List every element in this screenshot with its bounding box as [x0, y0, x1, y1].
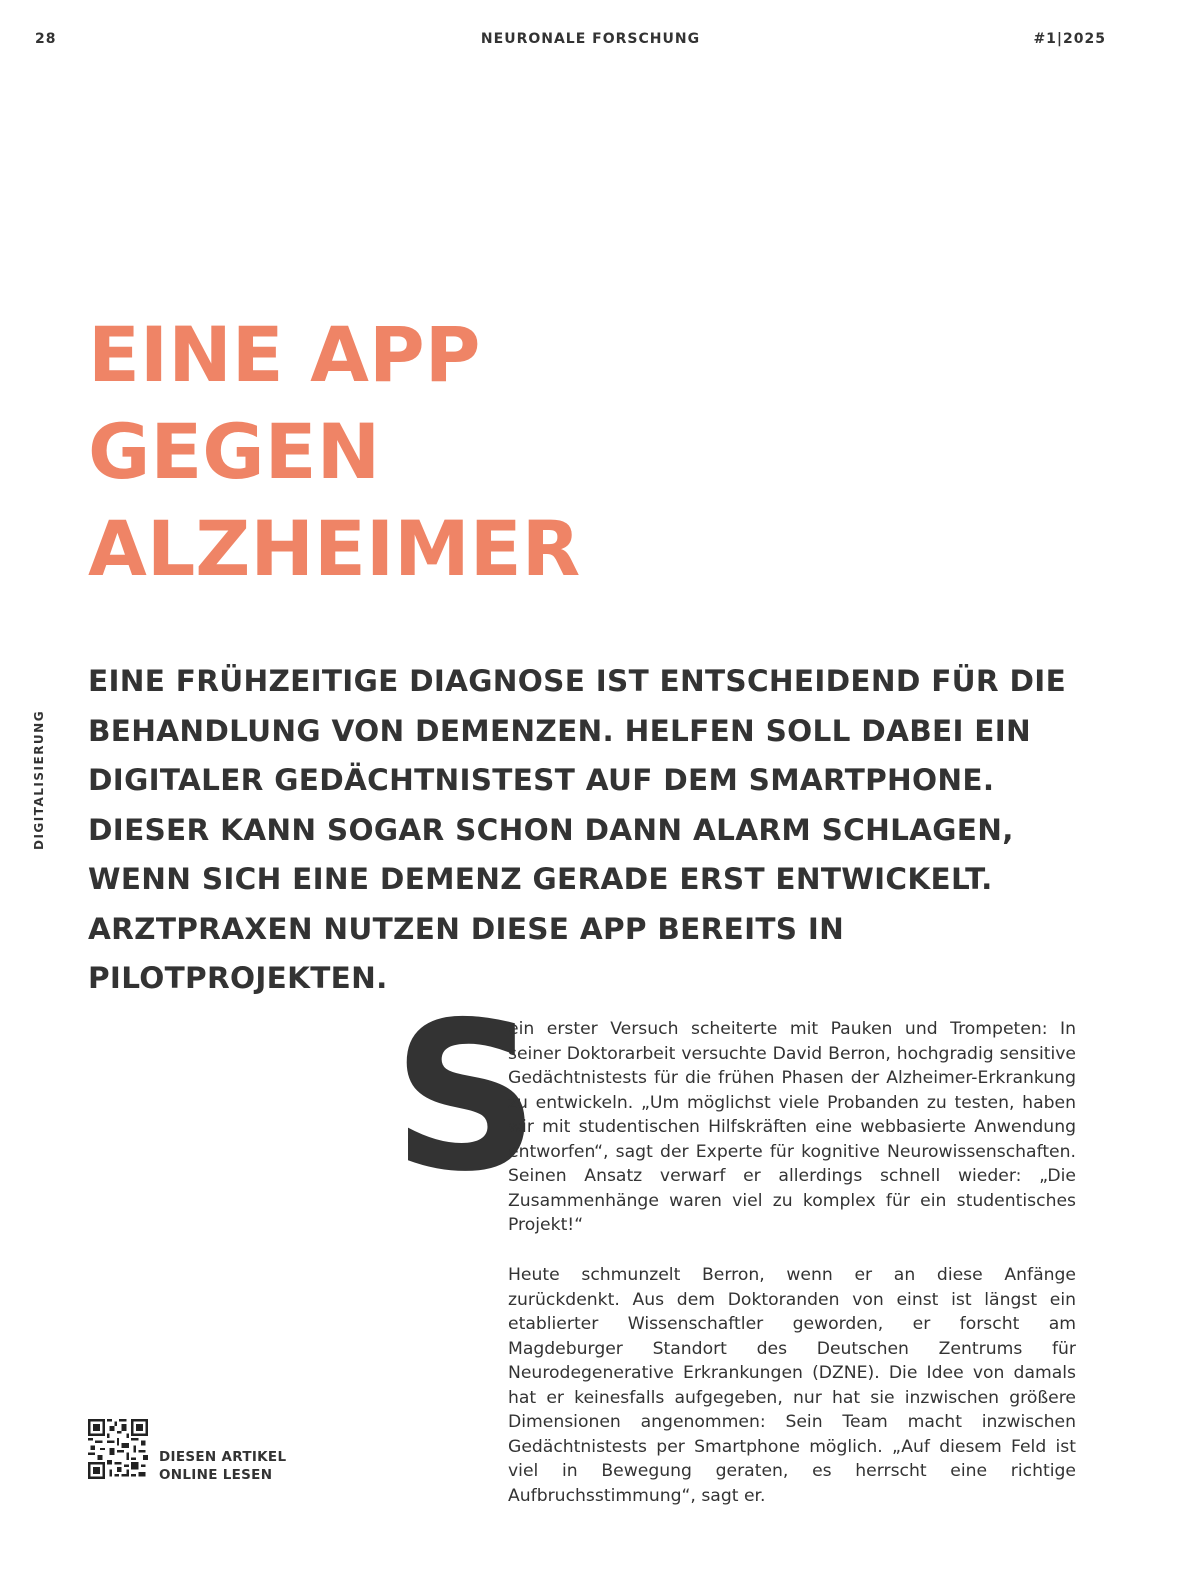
qr-label-line-1: DIESEN ARTIKEL	[159, 1449, 287, 1465]
article-title	[88, 306, 580, 597]
body-paragraph-1: ein erster Versuch scheiterte mit Pauken und Trompeten: In seiner Doktorarbeit versuchte David Berron, hochgradig sensitive Gedächtnistests für die frühen Phasen der Alzheimer-Erkrankung zu entwickeln. „Um möglichst viele Probanden zu testen, haben wir mit studentischen Hilfskräften eine webbasierte Anwendung entworfen“, sagt der Experte für kognitive Neurowissenschaften. Seinen Ansatz verwarf er allerdings schnell wieder: „Die Zusammenhänge waren viel zu komplex für ein studentisches Projekt!“	[508, 1019, 1076, 1235]
page-number: 28	[35, 31, 57, 47]
title-line-2: GEGEN	[88, 407, 381, 496]
drop-cap: S	[392, 979, 540, 1217]
title-line-1: EINE APP	[88, 310, 481, 399]
qr-code-icon[interactable]	[88, 1419, 148, 1479]
article-lead: EINE FRÜHZEITIGE DIAGNOSE IST ENTSCHEIDEND FÜR DIE BEHANDLUNG VON DEMENZEN. HELFEN SOLL DABEI EIN DIGITALER GEDÄCHTNISTEST AUF DEM SMARTPHONE. DIESER KANN SOGAR SCHON DANN ALARM SCHLAGEN, WENN SICH EINE DEMENZ GERADE ERST ENTWICKELT. ARZTPRAXEN NUTZEN DIESE APP BEREITS IN PILOTPROJEKTEN.	[88, 664, 1067, 995]
title-line-3: ALZHEIMER	[88, 504, 581, 593]
issue-number: #1|2025	[1033, 31, 1106, 47]
body-paragraph-2: Heute schmunzelt Berron, wenn er an diese Anfänge zurückdenkt. Aus dem Doktoranden von einst ist längst ein etablierter Wissenschaftler geworden, er forscht am Magdeburger Standort des Deutschen Zentrums für Neurodegenerative Erkrankungen (DZNE). Die Idee von damals hat er keinesfalls aufgegeben, nur hat sie inzwischen größere Dimensionen angenommen: Sein Team macht inzwischen Gedächtnistests per Smartphone möglich. „Auf diesem Feld ist viel in Bewegung geraten, es herrscht eine richtige Aufbruchsstimmung“, sagt er.	[508, 1265, 1076, 1506]
section-title: NEURONALE FORSCHUNG	[480, 31, 701, 47]
qr-label	[159, 1448, 286, 1484]
category-label: DIGITALISIERUNG	[32, 709, 46, 850]
qr-label-line-2: ONLINE LESEN	[159, 1467, 273, 1483]
